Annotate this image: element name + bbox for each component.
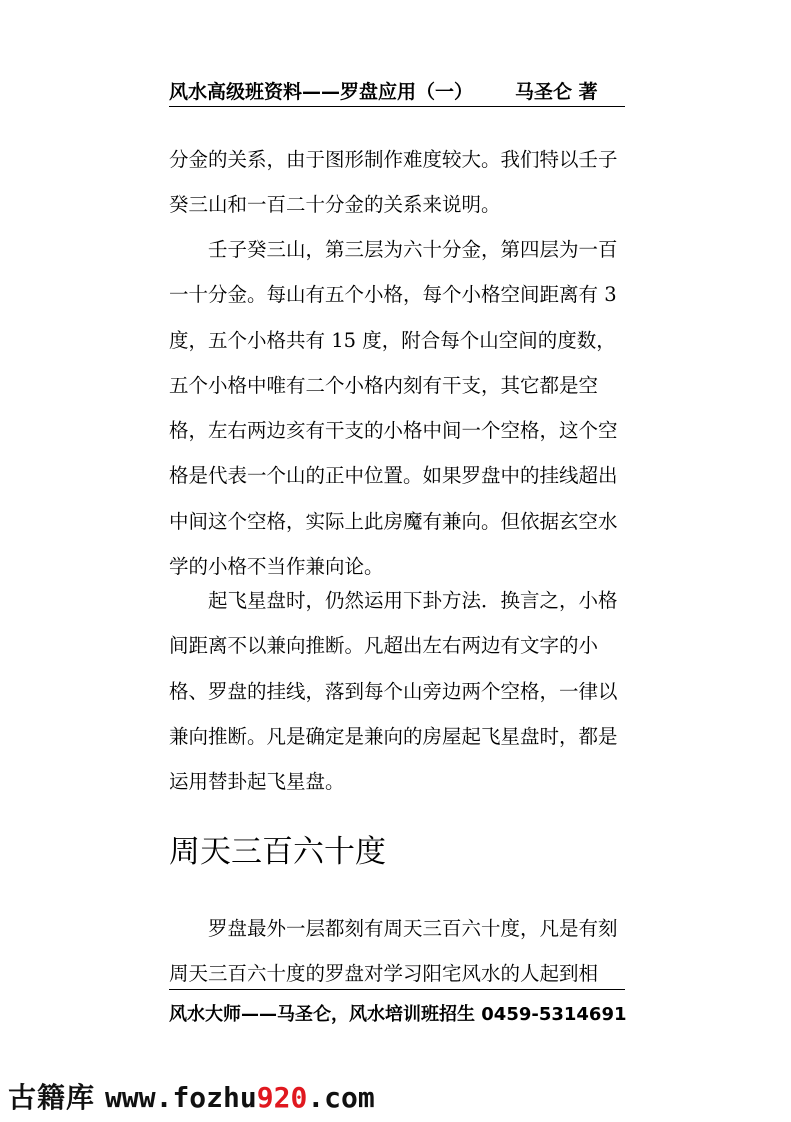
watermark-url-number: 920 — [256, 1081, 308, 1114]
watermark — [8, 1078, 375, 1118]
footer-divider — [169, 989, 625, 990]
text-line: 中间这个空格，实际上此房魔有兼向。但依据玄空水 — [169, 509, 618, 533]
watermark-url-suffix: .com — [307, 1081, 375, 1114]
text-line: 一十分金。每山有五个小格，每个小格空间距离有 3 — [169, 283, 617, 307]
text-line: 起飞星盘时，仍然运用下卦方法．换言之，小格 — [208, 589, 618, 612]
section-paragraph — [169, 906, 625, 997]
text-line: 学的小格不当作兼向论。 — [169, 555, 384, 579]
text-line: 间距离不以兼向推断。凡超出左右两边有文字的小 — [169, 634, 599, 658]
text-line: 格，左右两边亥有干支的小格中间一个空格，这个空 — [169, 419, 618, 443]
text-line: 兼向推断。凡是确定是兼向的房屋起飞星盘时，都是 — [169, 724, 618, 748]
text-line: 运用替卦起飞星盘。 — [169, 770, 345, 794]
text-line: 罗盘最外一层都刻有周天三百六十度，凡是有刻 — [208, 917, 618, 940]
text-line: 五个小格中唯有二个小格内刻有干支，其它都是空 — [169, 373, 599, 397]
text-line: 壬子癸三山，第三层为六十分金，第四层为一百 — [208, 238, 618, 261]
text-line: 格、罗盘的挂线，落到每个山旁边两个空格，一律以 — [169, 679, 618, 703]
text-line: 周天三百六十度的罗盘对学习阳宅风水的人起到相 — [169, 962, 599, 986]
section-heading: 周天三百六十度 — [169, 834, 386, 870]
paragraph-3 — [169, 578, 625, 804]
watermark-site-name: 古籍库 — [8, 1081, 96, 1114]
paragraph-1 — [169, 137, 625, 228]
watermark-url — [105, 1081, 375, 1114]
text-line: 癸三山和一百二十分金的关系来说明。 — [169, 193, 501, 217]
watermark-url-prefix: www.fozhu — [105, 1081, 257, 1114]
text-line: 度，五个小格共有 15 度，附合每个山空间的度数， — [169, 328, 616, 352]
paragraph-2 — [169, 227, 625, 589]
header-title: 风水高级班资料——罗盘应用（一） — [169, 81, 474, 103]
page-header — [169, 78, 625, 107]
page-footer: 风水大师——马圣仑，风水培训班招生 0459-5314691 — [169, 1004, 627, 1025]
text-line: 分金的关系，由于图形制作难度较大。我们特以壬子 — [169, 148, 618, 171]
text-line: 格是代表一个山的正中位置。如果罗盘中的挂线超出 — [169, 464, 618, 488]
header-author: 马圣仑 著 — [515, 81, 598, 103]
